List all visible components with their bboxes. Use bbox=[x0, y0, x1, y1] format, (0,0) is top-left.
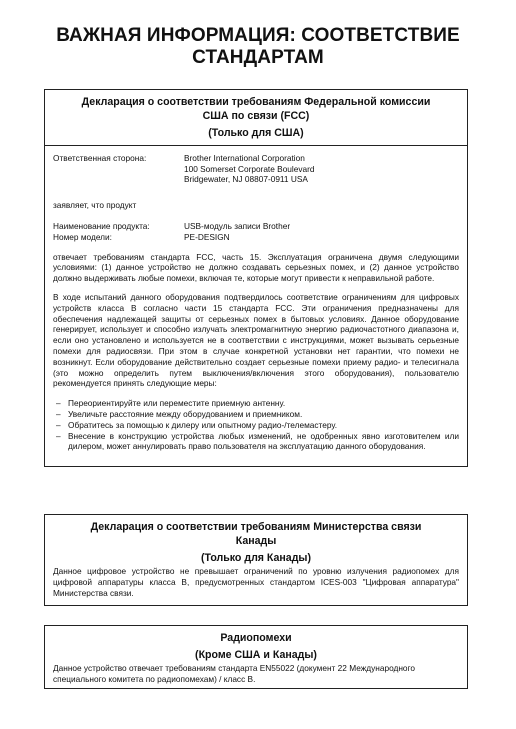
fcc-heading bbox=[53, 95, 459, 140]
party-line: Brother International Corporation bbox=[184, 153, 305, 163]
fcc-measures-list bbox=[53, 398, 459, 452]
canada-declaration-box bbox=[44, 514, 468, 606]
canada-subheading: (Только для Канады) bbox=[200, 552, 311, 564]
list-item bbox=[53, 409, 459, 420]
dash-bullet: – bbox=[56, 398, 61, 409]
list-item-text: Переориентируйте или переместите приемную антенну. bbox=[68, 398, 286, 409]
radio-text: Данное устройство отвечает требованиям стандарта EN55022 (документ 22 Международного специального комитета по радиопомехам) / класс B. bbox=[53, 663, 416, 684]
responsible-party-row bbox=[53, 153, 459, 185]
product-name-label: Наименование продукта: bbox=[53, 221, 150, 232]
declares-label: заявляет, что продукт bbox=[53, 199, 137, 210]
canada-heading bbox=[53, 520, 459, 565]
dash-bullet: – bbox=[56, 430, 61, 441]
fcc-heading-line-1: Декларация о соответствии требованиям Федеральной комиссии bbox=[81, 96, 431, 108]
dash-bullet: – bbox=[56, 408, 61, 419]
party-line: Bridgewater, NJ 08807-0911 USA bbox=[184, 174, 308, 185]
fcc-paragraph-1: отвечает требованиям стандарта FCC, часть 15. Эксплуатация ограничена двумя следующими условиями: (1) данное устройство не должно создавать серьезных помех, и (2) данное устройство должно выдерживать любые помехи, включая те, которые могут привести к неправильной работе. bbox=[53, 251, 459, 284]
radio-heading-title: Радиопомехи bbox=[220, 632, 292, 644]
list-item bbox=[53, 431, 459, 453]
fcc-heading-line-2: США по связи (FCC) bbox=[202, 110, 310, 122]
list-item-text: Увеличьте расстояние между оборудованием и приемником. bbox=[68, 408, 303, 419]
model-number-value: PE-DESIGN bbox=[184, 231, 230, 242]
page-title-line-2: СТАНДАРТАМ bbox=[192, 47, 324, 68]
model-number-row bbox=[53, 232, 459, 243]
list-item-text: Обратитесь за помощью к дилеру или опытному радио-/телемастеру. bbox=[68, 419, 338, 430]
dash-bullet: – bbox=[56, 419, 61, 430]
canada-heading-line-2: Канады bbox=[235, 535, 277, 547]
canada-heading-line-1: Декларация о соответствии требованиям Министерства связи bbox=[90, 521, 422, 533]
model-number-label: Номер модели: bbox=[53, 231, 112, 242]
list-item-text: Внесение в конструкцию устройства любых изменений, не одобренных явно изготовителем или дилером, может аннулировать право пользователя на эксплуатацию данного оборудования. bbox=[68, 430, 459, 452]
fcc-subheading: (Только для США) bbox=[208, 127, 304, 139]
product-name-row bbox=[53, 221, 459, 232]
list-item bbox=[53, 420, 459, 431]
radio-interference-box bbox=[44, 625, 468, 689]
radio-subheading: (Кроме США и Канады) bbox=[195, 649, 317, 661]
responsible-party-label: Ответственная сторона: bbox=[53, 153, 147, 163]
fcc-heading-divider bbox=[45, 145, 467, 146]
product-name-value: USB-модуль записи Brother bbox=[184, 221, 291, 232]
party-line: 100 Somerset Corporate Boulevard bbox=[184, 163, 315, 174]
radio-heading bbox=[53, 631, 459, 662]
canada-text: Данное цифровое устройство не превышает ограничений по уровню излучения радиопомех для цифровой аппаратуры класса B, предусмотренных стандартом ICES-003 "Цифровая аппаратура" Министерства связи. bbox=[53, 566, 459, 598]
page-title-line-1: ВАЖНАЯ ИНФОРМАЦИЯ: СООТВЕТСТВИЕ bbox=[56, 25, 460, 46]
fcc-paragraph-2: В ходе испытаний данного оборудования подтвердилось соответствие ограничениям для цифровых устройств класса B согласно части 15 стандарта FCC. Эти ограничения предназначены для обеспечения надлежащей защиты от серьезных помех в бытовых условиях. Данное оборудование генерирует, использует и способно излучать электромагнитную энергию радиочастотного диапазона и, если оно установлено и используется не в соответствии с инструкциями, может вызывать серьезные помехи для радиосвязи. При этом в случае конкретной установки нет гарантии, что помехи не возникнут. Если оборудование действительно создает серьезные помехи приему радио- и телесигнала (это можно определить путем выключения/включения этого оборудования), пользователю рекомендуется принять следующие меры: bbox=[53, 291, 459, 389]
responsible-party-value bbox=[184, 153, 459, 185]
declares-text bbox=[53, 200, 459, 211]
fcc-declaration-box bbox=[44, 89, 468, 467]
page-title bbox=[0, 25, 516, 69]
list-item bbox=[53, 398, 459, 409]
